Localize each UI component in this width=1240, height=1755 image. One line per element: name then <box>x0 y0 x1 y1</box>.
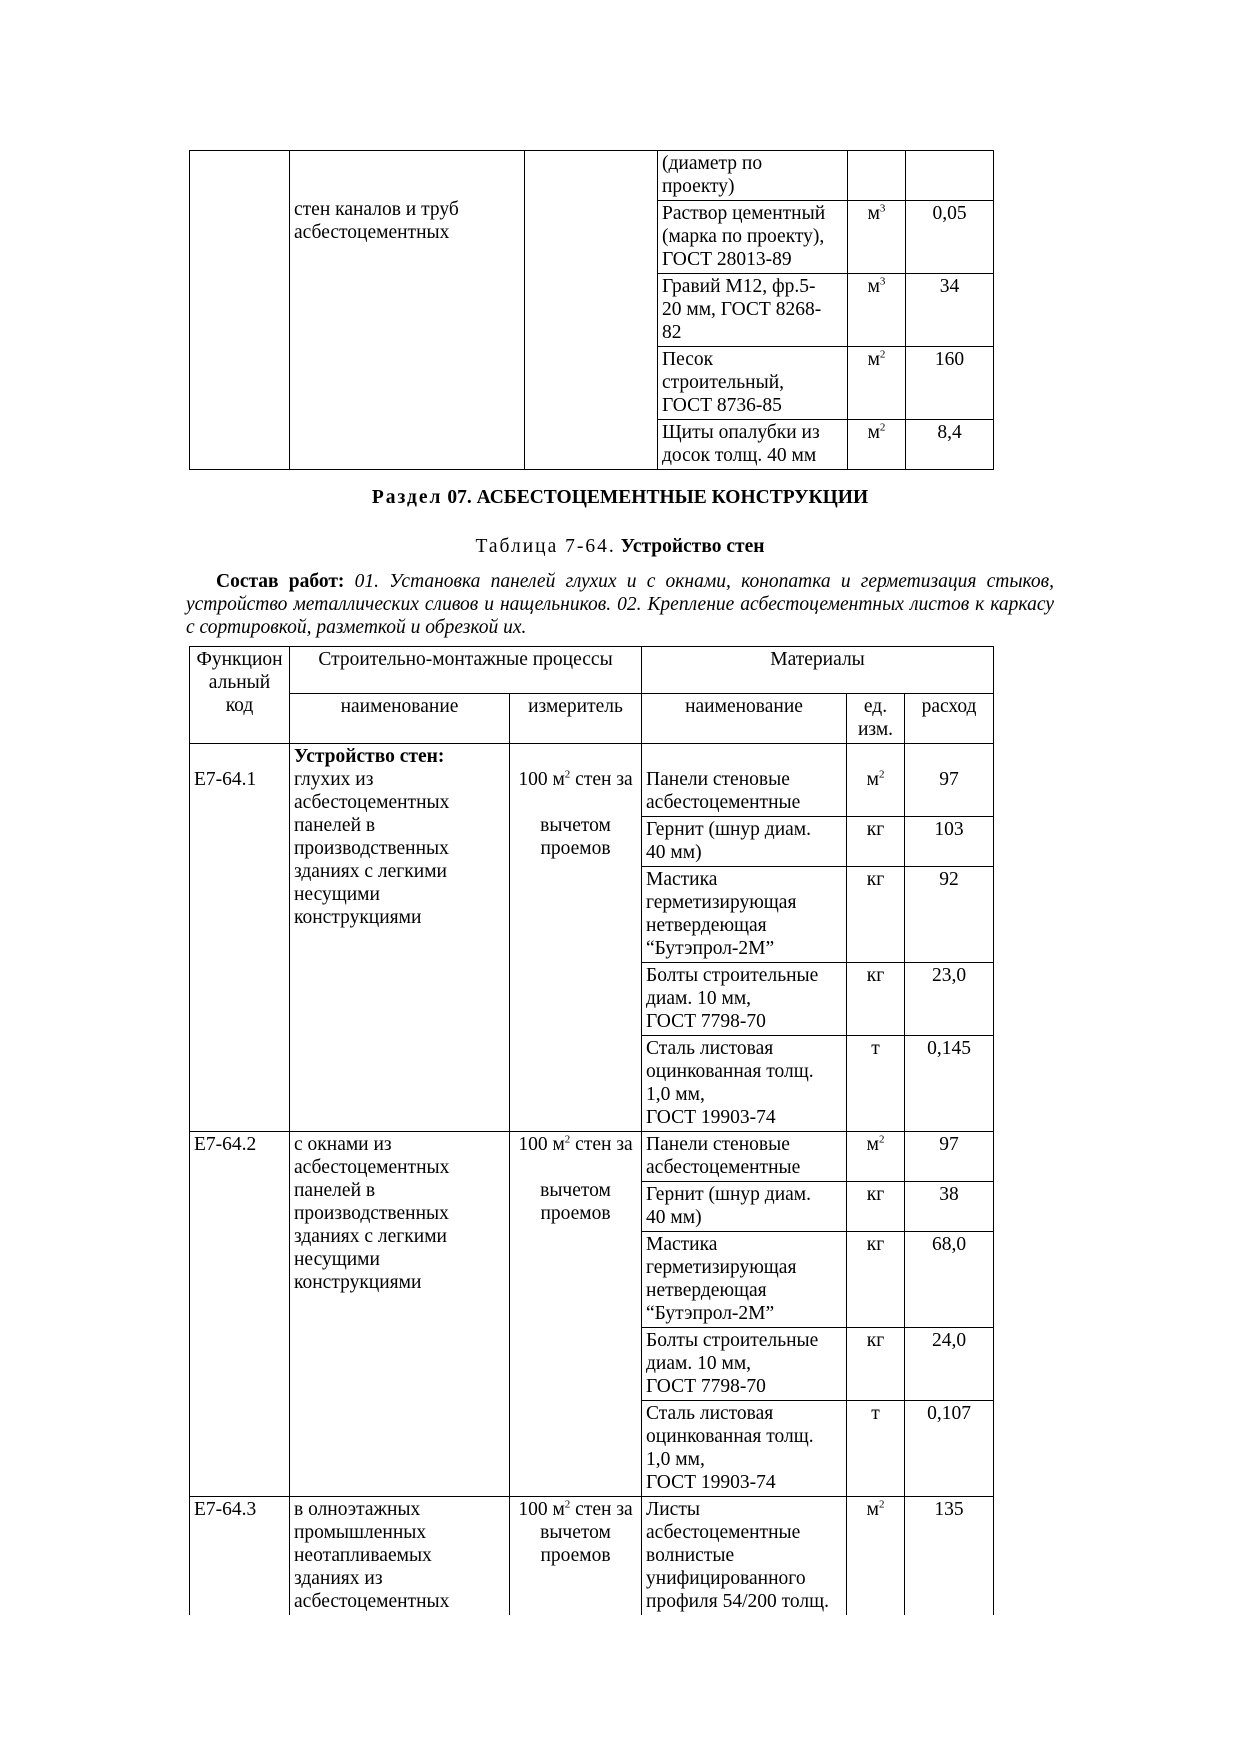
material-amount <box>906 151 994 201</box>
section-heading <box>0 486 1240 509</box>
meter-cell-empty <box>525 151 658 470</box>
row-meter: 100 $м^2$ стен за вычетом проемов <box>510 1497 642 1616</box>
material-amount: 38 <box>905 1182 994 1232</box>
material-name: Панели стеновые асбестоцементные <box>642 1132 847 1182</box>
material-unit: т <box>847 1036 905 1132</box>
material-name: (диаметр по проекту) <box>658 151 848 201</box>
material-name: Болты строительные диам. 10 мм, ГОСТ 7798-70 <box>642 963 847 1036</box>
row-meter: 100 $м^2$ стен за вычетом проемов <box>510 1132 642 1497</box>
material-name: Болты строительные диам. 10 мм, ГОСТ 7798-70 <box>642 1328 847 1401</box>
material-amount: 68,0 <box>905 1232 994 1328</box>
material-unit: $м^2$ <box>848 347 906 420</box>
work-cell <box>290 151 525 470</box>
material-amount: 0,05 <box>906 201 994 274</box>
material-amount: 160 <box>906 347 994 420</box>
row-code: Е7-64.3 <box>190 1497 290 1616</box>
material-unit: $м^2$ <box>848 420 906 470</box>
material-name: Гернит (шнур диам. 40 мм) <box>642 817 847 867</box>
table-caption-prefix: Таблица 7-64. <box>475 536 616 557</box>
composition-paragraph <box>186 570 1054 639</box>
continuation-table <box>189 150 994 470</box>
composition-text: 01. Установка панелей глухих и с окнами, конопатка и герметизация стыков, устройство металлических сливов и нащельников. 02. Крепление асбестоцементных листов к каркасу с сортировкой, разметкой и обрезкой их. <box>186 571 1055 638</box>
header-meter: измеритель <box>510 694 642 744</box>
material-name: Сталь листовая оцинкованная толщ. 1,0 мм, ГОСТ 19903-74 <box>642 1401 847 1497</box>
main-table <box>189 646 994 1615</box>
material-amount: 103 <box>905 817 994 867</box>
header-material-name: наименование <box>642 694 847 744</box>
material-name: Песок строительный, ГОСТ 8736-85 <box>658 347 848 420</box>
material-unit: $м^2$ <box>847 1497 905 1616</box>
group-title: Устройство стен: <box>294 746 445 767</box>
material-unit: кг <box>847 817 905 867</box>
material-amount: 0,145 <box>905 1036 994 1132</box>
composition-label: Состав работ: <box>216 571 345 592</box>
material-name: Мастика герметизирующая нетвердеющая “Бутэпрол-2М” <box>642 1232 847 1328</box>
header-code: Функцион альный код <box>190 647 290 744</box>
material-name: Мастика герметизирующая нетвердеющая “Бутэпрол-2М” <box>642 867 847 963</box>
code-cell-empty <box>190 151 290 470</box>
row-meter: 100 $м^2$ стен за вычетом проемов <box>510 744 642 1132</box>
material-amount: 8,4 <box>906 420 994 470</box>
header-processes: Строительно-монтажные процессы <box>290 647 642 694</box>
material-name: Панели стеновые асбестоцементные <box>642 744 847 817</box>
header-unit: ед. изм. <box>847 694 905 744</box>
material-amount: 97 <box>905 1132 994 1182</box>
row-code: Е7-64.1 <box>190 744 290 1132</box>
section-prefix: Раздел <box>371 487 443 508</box>
material-unit: кг <box>847 963 905 1036</box>
material-unit: кг <box>847 1182 905 1232</box>
header-name: наименование <box>290 694 510 744</box>
material-name: Гравий М12, фр.5- 20 мм, ГОСТ 8268- 82 <box>658 274 848 347</box>
table-caption <box>0 535 1240 558</box>
material-amount: 135 <box>905 1497 994 1616</box>
material-unit: кг <box>847 1232 905 1328</box>
material-amount: 24,0 <box>905 1328 994 1401</box>
material-amount: 92 <box>905 867 994 963</box>
material-name: Сталь листовая оцинкованная толщ. 1,0 мм, ГОСТ 19903-74 <box>642 1036 847 1132</box>
material-name: Гернит (шнур диам. 40 мм) <box>642 1182 847 1232</box>
material-unit: $м^3$ <box>848 201 906 274</box>
table-caption-title: Устройство стен <box>620 536 765 557</box>
material-amount: 0,107 <box>905 1401 994 1497</box>
material-amount: 23,0 <box>905 963 994 1036</box>
material-unit: $м^2$ <box>847 1132 905 1182</box>
material-name: Листы асбестоцементные волнистые унифицированного профиля 54/200 толщ. <box>642 1497 847 1616</box>
material-unit <box>848 151 906 201</box>
header-materials: Материалы <box>642 647 994 694</box>
material-name: Раствор цементный (марка по проекту), ГОСТ 28013-89 <box>658 201 848 274</box>
material-amount: 97 <box>905 744 994 817</box>
material-unit: кг <box>847 1328 905 1401</box>
material-unit: т <box>847 1401 905 1497</box>
material-unit: кг <box>847 867 905 963</box>
section-title: 07. АСБЕСТОЦЕМЕНТНЫЕ КОНСТРУКЦИИ <box>447 487 869 508</box>
material-name: Щиты опалубки из досок толщ. 40 мм <box>658 420 848 470</box>
work-description: глухих из асбестоцементных панелей в производственных зданиях с легкими несущими конструкциями <box>294 769 450 928</box>
header-amount: расход <box>905 694 994 744</box>
row-work <box>290 744 510 1132</box>
row-work: с окнами из асбестоцементных панелей в производственных зданиях с легкими несущими конструкциями <box>290 1132 510 1497</box>
material-unit: $м^2$ <box>847 744 905 817</box>
work-label: стен каналов и труб асбестоцементных <box>294 199 459 243</box>
row-code: Е7-64.2 <box>190 1132 290 1497</box>
row-work: в олноэтажных промышленных неотапливаемых зданиях из асбестоцементных <box>290 1497 510 1616</box>
material-amount: 34 <box>906 274 994 347</box>
material-unit: $м^3$ <box>848 274 906 347</box>
